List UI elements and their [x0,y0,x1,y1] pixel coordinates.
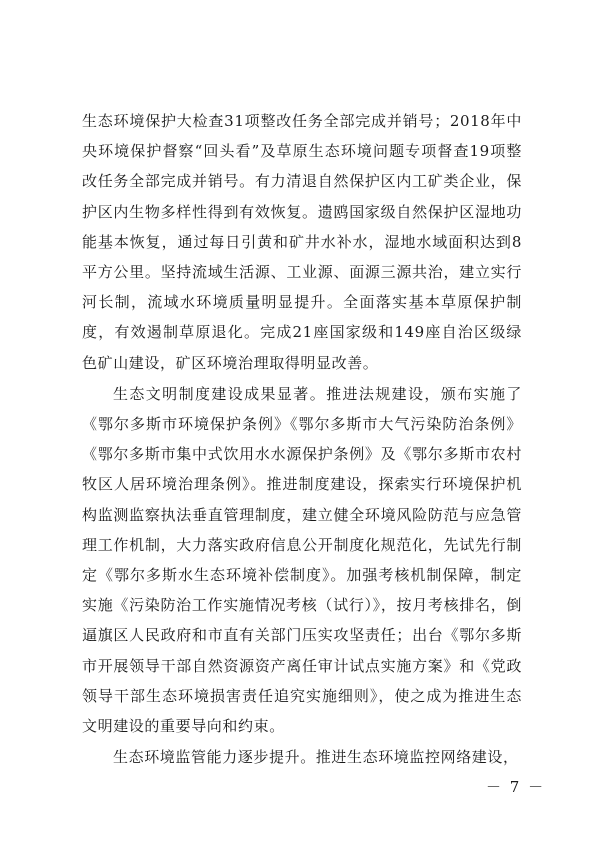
page-number: － 7 － [486,778,546,796]
body-text [82,106,522,772]
paragraph-supervision-capacity: 生态环境监管能力逐步提升。推进生态环境监控网络建设， [113,748,519,767]
paragraph-institution-building: 生态文明制度建设成果显著。推进法规建设，颁布实施了《鄂尔多斯市环境保护条例》《鄂尔多斯市大气污染防治条例》《鄂尔多斯市集中式饮用水水源保护条例》及《鄂尔多斯市农村牧区人居环境治理条例》。推进制度建设，探索实行环境保护机构监测监察执法垂直管理制度，建立健全环境风险防范与应急管理工作机制，大力落实政府信息公开制度化规范化，先试先行制定《鄂尔多斯水生态环境补偿制度》。加强考核机制保障，制定实施《污染防治工作实施情况考核（试行）》，按月考核排名，倒逼旗区人民政府和市直有关部门压实攻坚责任；出台《鄂尔多斯市开展领导干部自然资源资产离任审计试点实施方案》和《党政领导干部生态环境损害责任追究实施细则》，使之成为推进生态文明建设的重要导向和约束。 [82,384,522,736]
paragraph-ecological-inspection: 生态环境保护大检查31项整改任务全部完成并销号；2018年中央环境保护督察“回头看”及草原生态环境问题专项督查19项整改任务全部完成并销号。有力清退自然保护区内工矿类企业，保护区内生物多样性得到有效恢复。遗鸥国家级自然保护区湿地功能基本恢复，通过每日引黄和矿井水补水，湿地水域面积达到8平方公里。坚持流域生活源、工业源、面源三源共治，建立实行河长制，流域水环境质量明显提升。全面落实基本草原保护制度，有效遏制草原退化。完成21座国家级和149座自治区级绿色矿山建设，矿区环境治理取得明显改善。 [82,112,522,372]
